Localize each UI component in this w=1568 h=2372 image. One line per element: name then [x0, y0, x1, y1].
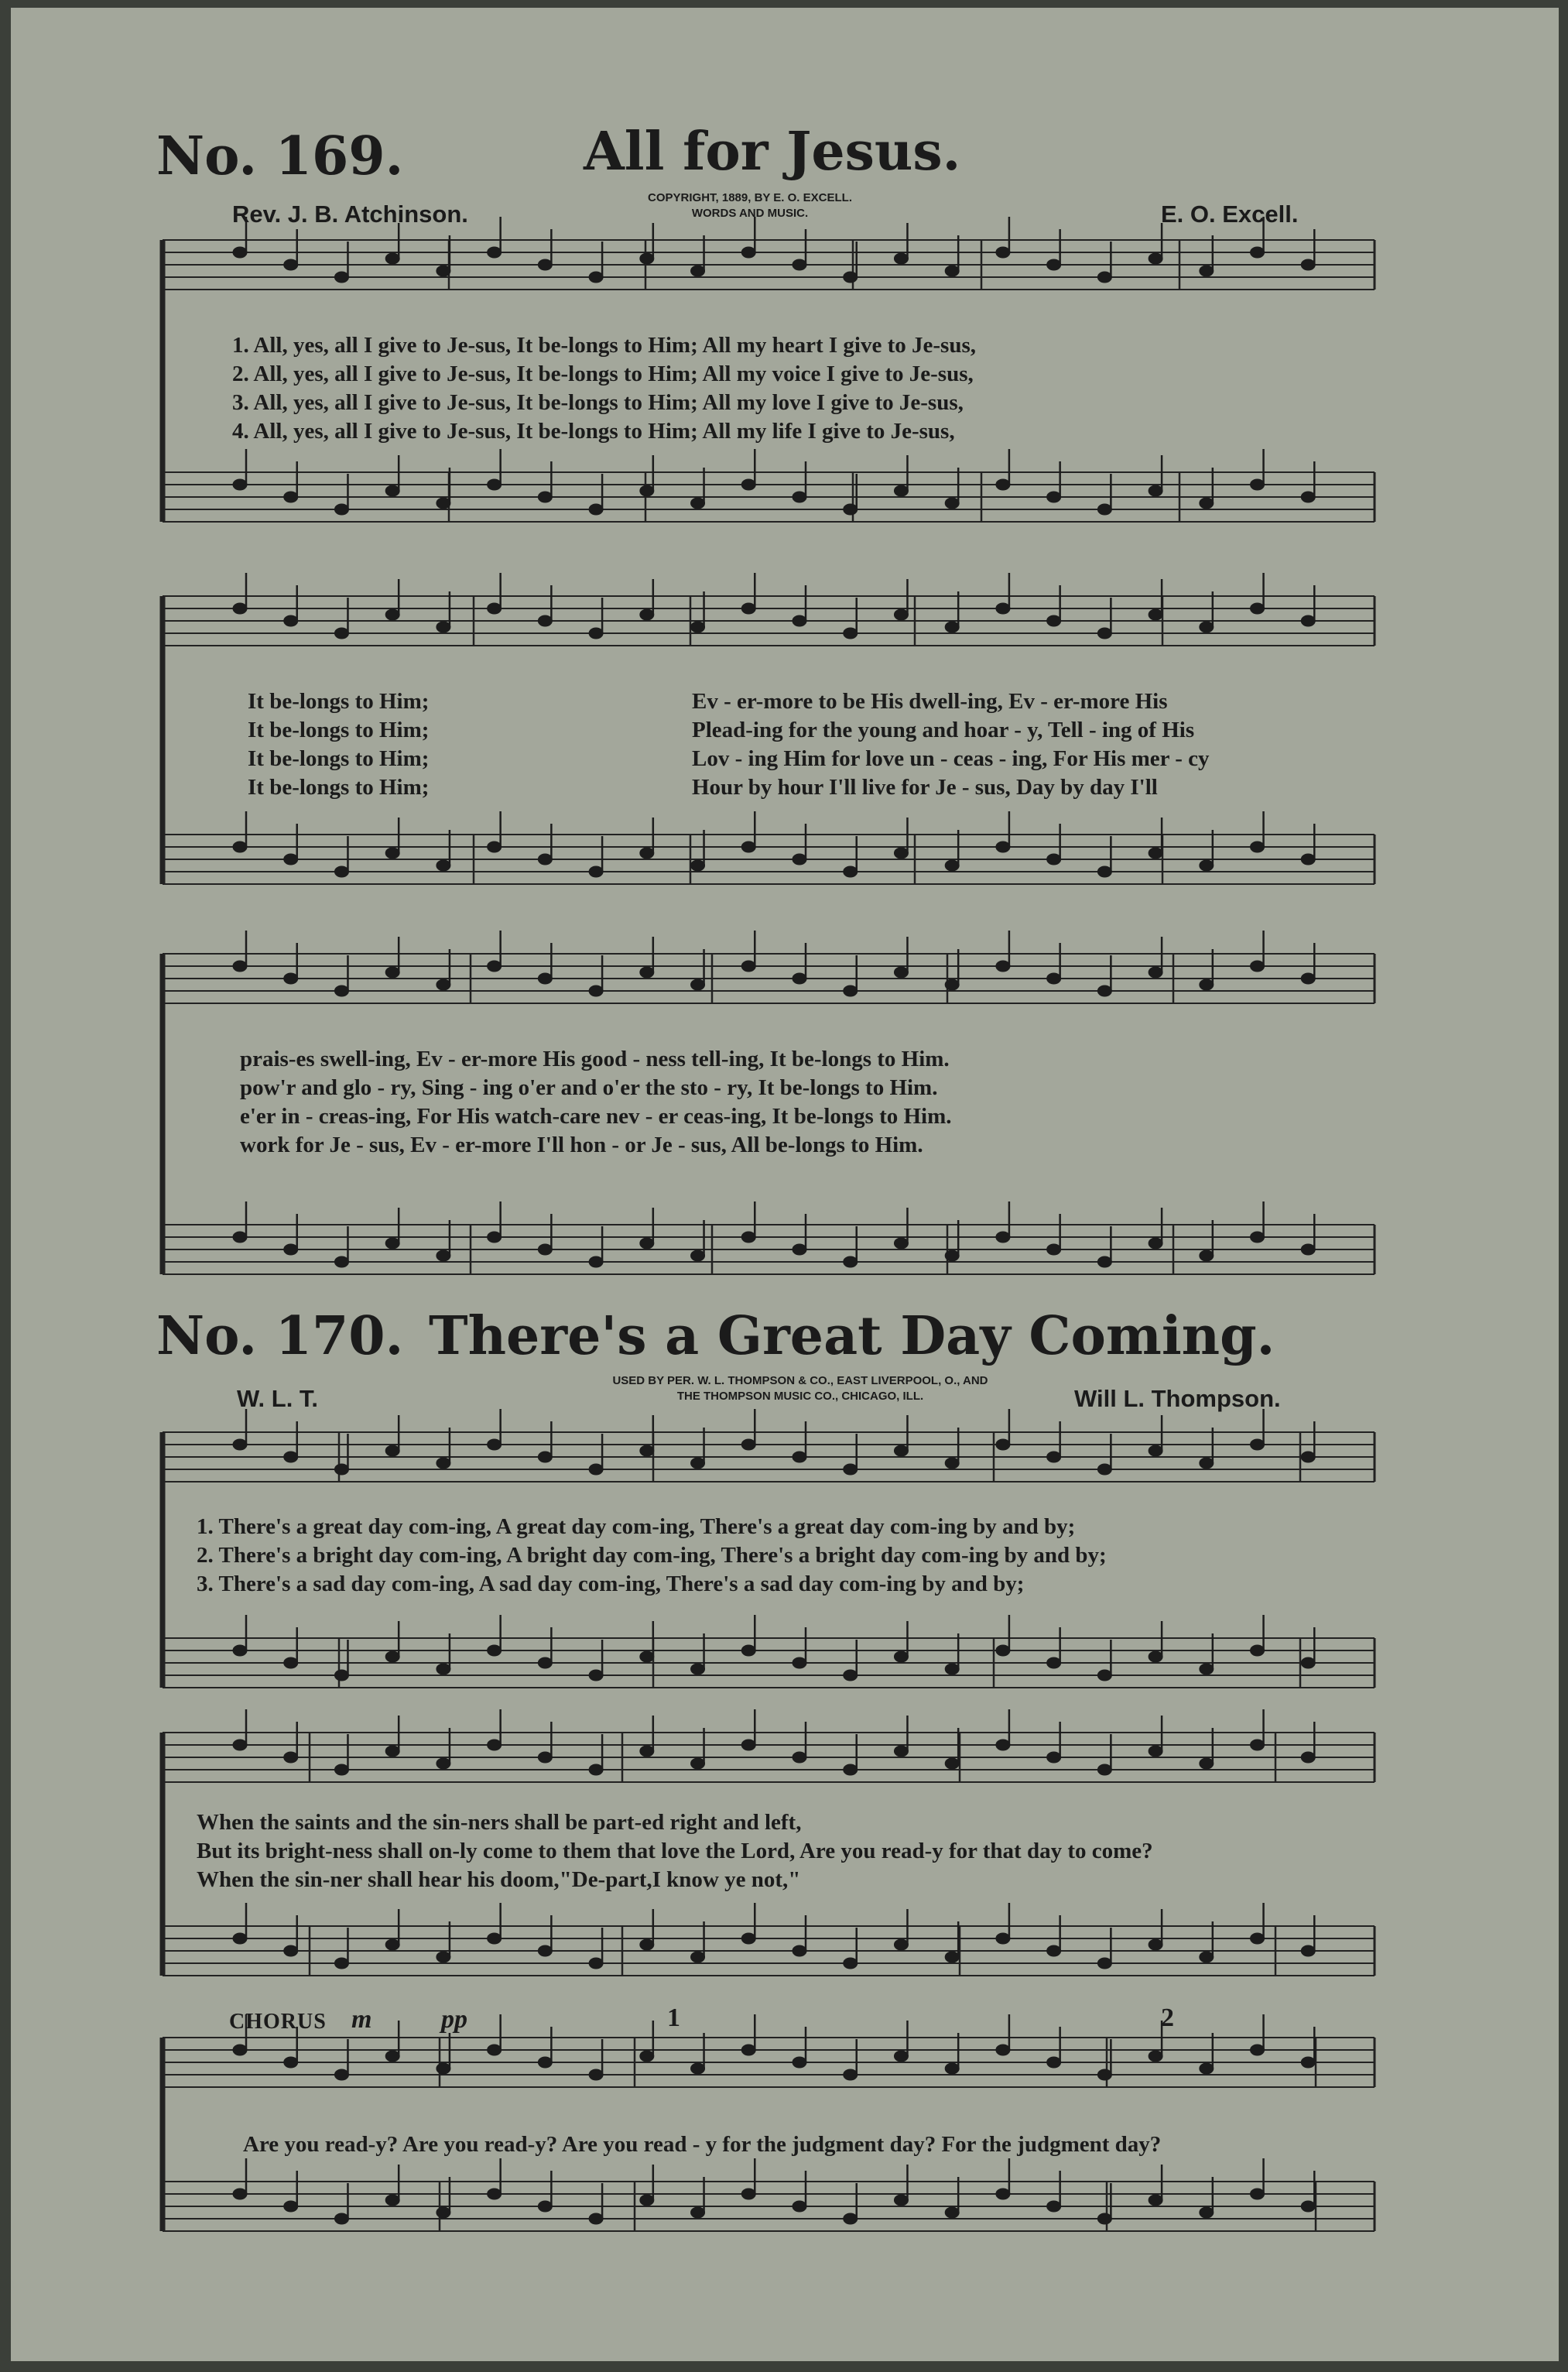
lyric-line: prais-es swell-ing, Ev - er-more His good - ness tell-ing, It be-longs to Him.	[240, 1047, 950, 1071]
lyrics-block	[240, 1045, 952, 1160]
copyright-line: WORDS AND MUSIC.	[691, 207, 809, 220]
lyric-line: Lov - ing Him for love un - ceas - ing, For His mer - cy	[692, 746, 1210, 771]
lyric-line: Are you read-y? Are you read-y? Are you read - y for the judgment day? For the judgment day?	[243, 2132, 1162, 2157]
lyric-line: Hour by hour I'll live for Je - sus, Day by day I'll	[692, 775, 1158, 800]
lyric-line: 2. There's a bright day com-ing, A bright day com-ing, There's a bright day com-ing by and by;	[197, 1543, 1107, 1568]
lyrics-block	[243, 2130, 1161, 2159]
lyric-line: 1. All, yes, all I give to Je-sus, It be-longs to Him; All my heart I give to Je-sus,	[232, 333, 976, 358]
hymn-title: There's a Great Day Coming.	[429, 1305, 1275, 1367]
lyrics-block	[197, 1808, 1153, 1894]
hymn-title: All for Jesus.	[584, 121, 961, 183]
lyrics-block	[692, 687, 1210, 802]
chorus-label: CHORUS	[229, 2010, 327, 2034]
lyrics-block	[197, 1513, 1107, 1599]
hymn-composer: E. O. Excell.	[1161, 201, 1299, 228]
hymnal-page	[11, 8, 1559, 2361]
copyright-line: USED BY PER. W. L. THOMPSON & CO., EAST LIVERPOOL, O., AND	[612, 1374, 988, 1387]
lyric-line: It be-longs to Him;	[248, 689, 430, 714]
lyric-line: 3. All, yes, all I give to Je-sus, It be-longs to Him; All my love I give to Je-sus,	[232, 390, 964, 415]
copyright-line: COPYRIGHT, 1889, BY E. O. EXCELL.	[648, 191, 852, 204]
copyright-line: THE THOMPSON MUSIC CO., CHICAGO, ILL.	[676, 1390, 924, 1403]
lyric-line: 1. There's a great day com-ing, A great day com-ing, There's a great day com-ing by and by;	[197, 1514, 1076, 1539]
hymn-author: Rev. J. B. Atchinson.	[232, 201, 468, 228]
lyric-line: Ev - er-more to be His dwell-ing, Ev - er-more His	[692, 689, 1168, 714]
lyric-line: When the saints and the sin-ners shall be part-ed right and left,	[197, 1810, 802, 1835]
lyric-line: e'er in - creas-ing, For His watch-care nev - er ceas-ing, It be-longs to Him.	[240, 1104, 952, 1129]
lyric-line: It be-longs to Him;	[248, 746, 430, 771]
lyric-line: pow'r and glo - ry, Sing - ing o'er and o'er the sto - ry, It be-longs to Him.	[240, 1075, 938, 1100]
dynamic-marking: m	[351, 2005, 372, 2034]
lyric-line: It be-longs to Him;	[248, 775, 430, 800]
lyric-line: 3. There's a sad day com-ing, A sad day com-ing, There's a sad day com-ing by and by;	[197, 1572, 1025, 1596]
hymn-number: No. 169.	[156, 125, 404, 187]
copyright-notice	[595, 190, 905, 221]
lyric-line: 2. All, yes, all I give to Je-sus, It be-longs to Him; All my voice I give to Je-sus,	[232, 362, 974, 386]
lyrics-block	[232, 331, 976, 446]
lyric-line: 4. All, yes, all I give to Je-sus, It be-longs to Him; All my life I give to Je-sus,	[232, 419, 955, 444]
hymn-composer: Will L. Thompson.	[1074, 1385, 1281, 1412]
lyrics-block	[248, 687, 429, 802]
lyric-line: Plead-ing for the young and hoar - y, Tell - ing of His	[692, 718, 1195, 742]
hymn-author: W. L. T.	[237, 1385, 319, 1412]
copyright-notice	[522, 1373, 1079, 1404]
volta-ending: 1	[667, 2004, 680, 2032]
lyric-line: work for Je - sus, Ev - er-more I'll hon - or Je - sus, All be-longs to Him.	[240, 1133, 923, 1157]
lyric-line: But its bright-ness shall on-ly come to them that love the Lord, Are you read-y for that day to come?	[197, 1839, 1153, 1863]
lyric-line: When the sin-ner shall hear his doom,"De-part,I know ye not,"	[197, 1867, 801, 1892]
lyric-line: It be-longs to Him;	[248, 718, 430, 742]
dynamic-marking: pp	[441, 2005, 467, 2034]
hymn-number: No. 170.	[156, 1305, 404, 1367]
volta-ending: 2	[1161, 2004, 1174, 2032]
